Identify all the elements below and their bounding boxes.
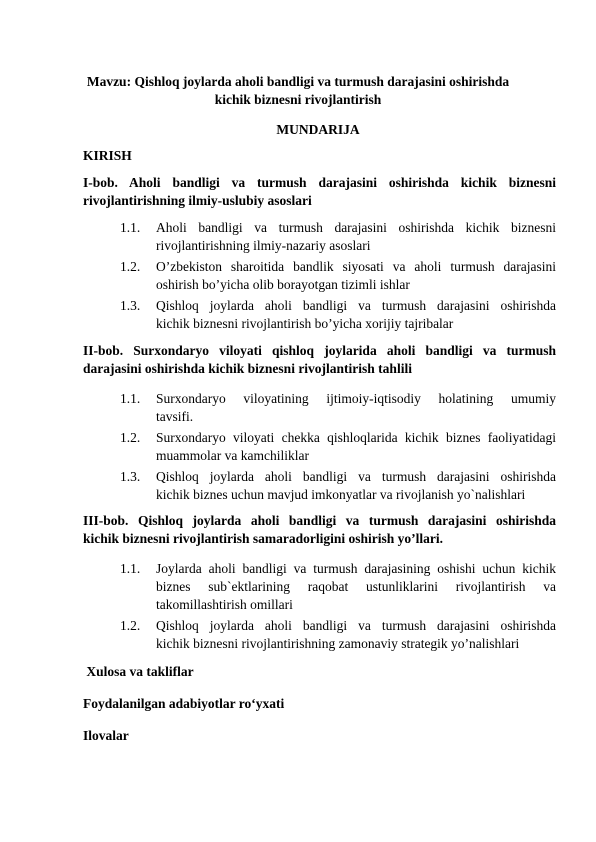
chapter3-heading-line1: III-bob. Qishloq joylarda aholi bandligi va turmush darajasini oshirishda — [83, 513, 556, 528]
item-text-line1: Qishloq joylarda aholi bandligi va turmush darajasini oshirishda — [156, 618, 556, 633]
item-text-line1: Surxondaryo viloyati chekka qishloqlarida kichik biznes faoliyatidagi — [156, 430, 556, 445]
item-number: 1.2. — [120, 259, 141, 274]
item-text-line1: Qishloq joylarda aholi bandligi va turmush darajasini oshirishda — [156, 469, 556, 484]
chapter3-heading-line2: kichik biznesni rivojlantirish samaradorligini oshirish yo’llari. — [83, 531, 444, 546]
item-text-line1: Aholi bandligi va turmush darajasini oshirishda kichik biznesni — [156, 220, 556, 235]
item-text-line2: tavsifi. — [156, 409, 194, 424]
item-text-line2: kichik biznesni rivojlantirishning zamonaviy strategik yo’nalishlari — [156, 636, 520, 651]
chapter2-heading-line1: II-bob. Surxondaryo viloyati qishloq joylarida aholi bandligi va turmush — [83, 343, 556, 358]
item-text-line2: kichik biznesni rivojlantirish bo’yicha xorijiy tajribalar — [156, 316, 454, 331]
item-text-line2: kichik biznes uchun mavjud imkonyatlar va rivojlanish yo`nalishlari — [156, 487, 526, 502]
item-text-line1: Surxondaryo viloyatining ijtimoiy-iqtisodiy holatining umumiy — [156, 391, 556, 406]
appendix-heading: Ilovalar — [83, 728, 129, 743]
contents-heading: MUNDARIJA — [276, 122, 360, 137]
document-title — [80, 73, 516, 109]
title-line-1: Mavzu: Qishloq joylarda aholi bandligi va turmush darajasini oshirishda — [86, 74, 510, 89]
item-text-line1: Qishloq joylarda aholi bandligi va turmush darajasini oshirishda — [156, 298, 556, 313]
item-number: 1.2. — [120, 430, 141, 445]
item-number: 1.3. — [120, 298, 141, 313]
item-text-line2: rivojlantirishning ilmiy-nazariy asoslari — [156, 238, 371, 253]
references-heading: Foydalanilgan adabiyotlar ro‘yxati — [83, 696, 285, 711]
item-text-line1: Joylarda aholi bandligi va turmush darajasining oshishi uchun kichik — [156, 561, 556, 576]
title-line-2: kichik biznesni rivojlantirish — [214, 92, 382, 107]
item-text-line2: muammolar va kamchiliklar — [156, 448, 309, 463]
intro-heading: KIRISH — [83, 148, 132, 163]
chapter1-heading-line2: rivojlantirishning ilmiy-uslubiy asoslari — [83, 193, 312, 208]
item-number: 1.1. — [120, 220, 141, 235]
item-text-line2: biznes sub`ektlarining raqobat ustunliklarini rivojlantirish va — [156, 579, 556, 594]
item-text-line3: takomillashtirish omillari — [156, 597, 293, 612]
item-number: 1.3. — [120, 469, 141, 484]
item-number: 1.1. — [120, 561, 141, 576]
chapter1-heading-line1: I-bob. Aholi bandligi va turmush darajasini oshirishda kichik biznesni — [83, 175, 556, 190]
conclusion-heading: Xulosa va takliflar — [83, 664, 194, 679]
item-text-line1: O’zbekiston sharoitida bandlik siyosati va aholi turmush darajasini — [156, 259, 556, 274]
chapter2-heading-line2: darajasini oshirishda kichik biznesni rivojlantirish tahlili — [83, 361, 412, 376]
item-text-line2: oshirish bo’yicha olib borayotgan tizimli ishlar — [156, 277, 410, 292]
item-number: 1.1. — [120, 391, 141, 406]
item-number: 1.2. — [120, 618, 141, 633]
